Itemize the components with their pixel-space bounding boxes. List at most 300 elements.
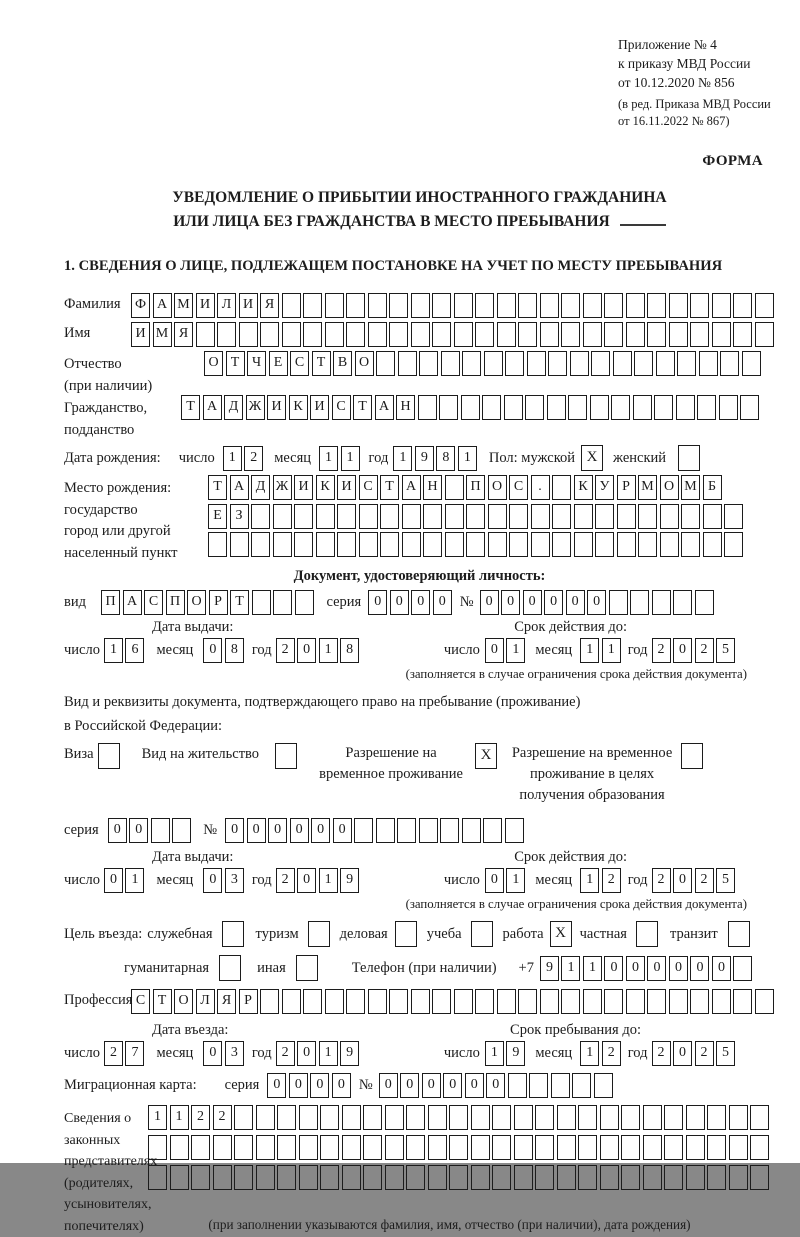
char-box[interactable] bbox=[454, 322, 473, 347]
char-box[interactable] bbox=[638, 504, 657, 529]
char-box[interactable] bbox=[621, 1165, 640, 1190]
char-box[interactable] bbox=[320, 1135, 339, 1160]
char-box[interactable] bbox=[316, 504, 335, 529]
checkbox-purpose-tourism[interactable] bbox=[308, 921, 330, 947]
birth-month-input[interactable] bbox=[319, 446, 360, 471]
char-box[interactable] bbox=[724, 532, 743, 557]
char-box[interactable]: 5 bbox=[716, 1041, 735, 1066]
char-box[interactable] bbox=[643, 1105, 662, 1130]
char-box[interactable] bbox=[411, 989, 430, 1014]
char-box[interactable] bbox=[148, 1165, 167, 1190]
char-box[interactable]: Ж bbox=[273, 475, 292, 500]
res-valid-day-input[interactable] bbox=[485, 868, 526, 893]
char-box[interactable]: Т bbox=[208, 475, 227, 500]
char-box[interactable] bbox=[540, 322, 559, 347]
char-box[interactable] bbox=[561, 322, 580, 347]
char-box[interactable] bbox=[488, 504, 507, 529]
char-box[interactable]: 0 bbox=[290, 818, 309, 843]
char-box[interactable] bbox=[669, 989, 688, 1014]
entry-year-input[interactable] bbox=[276, 1041, 360, 1066]
char-box[interactable]: Р bbox=[209, 590, 228, 615]
checkbox-purpose-private[interactable] bbox=[636, 921, 658, 947]
char-box[interactable]: 0 bbox=[587, 590, 606, 615]
char-box[interactable]: 0 bbox=[390, 590, 409, 615]
char-box[interactable] bbox=[552, 504, 571, 529]
birth-place-input-row2[interactable] bbox=[208, 504, 743, 529]
char-box[interactable]: 0 bbox=[501, 590, 520, 615]
char-box[interactable]: 2 bbox=[695, 638, 714, 663]
char-box[interactable] bbox=[282, 322, 301, 347]
char-box[interactable]: 2 bbox=[602, 868, 621, 893]
char-box[interactable]: Н bbox=[396, 395, 415, 420]
char-box[interactable]: 1 bbox=[319, 868, 338, 893]
char-box[interactable] bbox=[234, 1135, 253, 1160]
char-box[interactable] bbox=[552, 475, 571, 500]
birth-place-input-row3[interactable] bbox=[208, 532, 743, 557]
char-box[interactable] bbox=[525, 395, 544, 420]
char-box[interactable] bbox=[647, 989, 666, 1014]
char-box[interactable] bbox=[600, 1165, 619, 1190]
char-box[interactable] bbox=[497, 293, 516, 318]
char-box[interactable] bbox=[712, 322, 731, 347]
char-box[interactable] bbox=[531, 504, 550, 529]
char-box[interactable]: И bbox=[267, 395, 286, 420]
char-box[interactable] bbox=[376, 351, 395, 376]
checkbox-temp-residence[interactable]: X bbox=[475, 743, 497, 769]
char-box[interactable] bbox=[664, 1165, 683, 1190]
char-box[interactable] bbox=[656, 351, 675, 376]
char-box[interactable] bbox=[445, 532, 464, 557]
char-box[interactable] bbox=[557, 1165, 576, 1190]
char-box[interactable] bbox=[346, 322, 365, 347]
char-box[interactable] bbox=[273, 504, 292, 529]
citizenship-input[interactable] bbox=[181, 395, 759, 420]
char-box[interactable]: 9 bbox=[340, 868, 359, 893]
char-box[interactable]: 0 bbox=[333, 818, 352, 843]
char-box[interactable] bbox=[535, 1165, 554, 1190]
char-box[interactable]: 0 bbox=[289, 1073, 308, 1098]
char-box[interactable] bbox=[492, 1165, 511, 1190]
char-box[interactable] bbox=[600, 1135, 619, 1160]
char-box[interactable] bbox=[454, 989, 473, 1014]
char-box[interactable] bbox=[609, 590, 628, 615]
char-box[interactable] bbox=[406, 1135, 425, 1160]
char-box[interactable] bbox=[466, 504, 485, 529]
char-box[interactable] bbox=[707, 1135, 726, 1160]
char-box[interactable] bbox=[239, 322, 258, 347]
char-box[interactable] bbox=[320, 1105, 339, 1130]
char-box[interactable] bbox=[273, 532, 292, 557]
char-box[interactable] bbox=[449, 1135, 468, 1160]
res-valid-month-input[interactable] bbox=[580, 868, 621, 893]
char-box[interactable] bbox=[277, 1165, 296, 1190]
char-box[interactable]: О bbox=[174, 989, 193, 1014]
checkbox-purpose-business[interactable] bbox=[395, 921, 417, 947]
char-box[interactable] bbox=[591, 351, 610, 376]
char-box[interactable]: 9 bbox=[340, 1041, 359, 1066]
char-box[interactable]: 2 bbox=[104, 1041, 123, 1066]
char-box[interactable]: М bbox=[681, 475, 700, 500]
char-box[interactable] bbox=[432, 989, 451, 1014]
char-box[interactable] bbox=[621, 1105, 640, 1130]
char-box[interactable]: З bbox=[230, 504, 249, 529]
id-issue-day-input[interactable] bbox=[104, 638, 145, 663]
char-box[interactable] bbox=[191, 1135, 210, 1160]
char-box[interactable] bbox=[633, 395, 652, 420]
char-box[interactable] bbox=[583, 293, 602, 318]
stay-month-input[interactable] bbox=[580, 1041, 621, 1066]
char-box[interactable]: 0 bbox=[203, 1041, 222, 1066]
char-box[interactable] bbox=[557, 1105, 576, 1130]
representatives-input-row3[interactable] bbox=[148, 1165, 769, 1190]
char-box[interactable] bbox=[325, 989, 344, 1014]
patronymic-input[interactable] bbox=[204, 351, 761, 376]
char-box[interactable]: 0 bbox=[297, 638, 316, 663]
char-box[interactable] bbox=[660, 532, 679, 557]
char-box[interactable] bbox=[595, 532, 614, 557]
char-box[interactable] bbox=[445, 475, 464, 500]
char-box[interactable] bbox=[320, 1165, 339, 1190]
char-box[interactable] bbox=[574, 532, 593, 557]
char-box[interactable] bbox=[604, 322, 623, 347]
char-box[interactable] bbox=[337, 504, 356, 529]
char-box[interactable]: Т bbox=[312, 351, 331, 376]
char-box[interactable] bbox=[423, 532, 442, 557]
char-box[interactable] bbox=[557, 1135, 576, 1160]
char-box[interactable]: 0 bbox=[268, 818, 287, 843]
char-box[interactable] bbox=[755, 989, 774, 1014]
char-box[interactable]: О bbox=[204, 351, 223, 376]
char-box[interactable]: Д bbox=[251, 475, 270, 500]
char-box[interactable] bbox=[406, 1165, 425, 1190]
char-box[interactable]: 2 bbox=[276, 638, 295, 663]
char-box[interactable] bbox=[729, 1135, 748, 1160]
char-box[interactable] bbox=[497, 989, 516, 1014]
char-box[interactable] bbox=[514, 1105, 533, 1130]
char-box[interactable] bbox=[518, 293, 537, 318]
char-box[interactable] bbox=[471, 1165, 490, 1190]
char-box[interactable]: 1 bbox=[319, 1041, 338, 1066]
phone-input[interactable] bbox=[540, 956, 753, 981]
char-box[interactable] bbox=[428, 1165, 447, 1190]
char-box[interactable]: 1 bbox=[580, 638, 599, 663]
char-box[interactable]: 0 bbox=[566, 590, 585, 615]
char-box[interactable]: А bbox=[153, 293, 172, 318]
char-box[interactable]: 0 bbox=[104, 868, 123, 893]
char-box[interactable]: 0 bbox=[379, 1073, 398, 1098]
char-box[interactable] bbox=[475, 989, 494, 1014]
char-box[interactable]: 0 bbox=[669, 956, 688, 981]
char-box[interactable]: К bbox=[316, 475, 335, 500]
char-box[interactable]: 0 bbox=[225, 818, 244, 843]
char-box[interactable] bbox=[368, 322, 387, 347]
char-box[interactable]: А bbox=[230, 475, 249, 500]
char-box[interactable] bbox=[419, 818, 438, 843]
char-box[interactable]: 2 bbox=[652, 638, 671, 663]
char-box[interactable] bbox=[568, 395, 587, 420]
birth-place-input-row1[interactable] bbox=[208, 475, 743, 500]
char-box[interactable]: 1 bbox=[223, 446, 242, 471]
char-box[interactable] bbox=[621, 1135, 640, 1160]
char-box[interactable] bbox=[252, 590, 271, 615]
char-box[interactable] bbox=[690, 989, 709, 1014]
char-box[interactable] bbox=[578, 1135, 597, 1160]
char-box[interactable]: 0 bbox=[297, 868, 316, 893]
char-box[interactable]: 1 bbox=[148, 1105, 167, 1130]
char-box[interactable] bbox=[389, 989, 408, 1014]
char-box[interactable]: 1 bbox=[506, 868, 525, 893]
char-box[interactable] bbox=[251, 504, 270, 529]
char-box[interactable] bbox=[647, 293, 666, 318]
char-box[interactable]: 1 bbox=[561, 956, 580, 981]
char-box[interactable]: М bbox=[174, 293, 193, 318]
char-box[interactable]: Т bbox=[380, 475, 399, 500]
profession-input[interactable] bbox=[131, 989, 774, 1014]
char-box[interactable]: Д bbox=[224, 395, 243, 420]
char-box[interactable]: М bbox=[153, 322, 172, 347]
char-box[interactable] bbox=[440, 818, 459, 843]
char-box[interactable] bbox=[148, 1135, 167, 1160]
birth-year-input[interactable] bbox=[393, 446, 477, 471]
char-box[interactable]: 2 bbox=[652, 868, 671, 893]
char-box[interactable]: Б bbox=[703, 475, 722, 500]
char-box[interactable]: 5 bbox=[716, 638, 735, 663]
char-box[interactable]: 0 bbox=[480, 590, 499, 615]
checkbox-purpose-study[interactable] bbox=[471, 921, 493, 947]
id-valid-year-input[interactable] bbox=[652, 638, 736, 663]
char-box[interactable] bbox=[531, 532, 550, 557]
char-box[interactable] bbox=[712, 989, 731, 1014]
char-box[interactable] bbox=[634, 351, 653, 376]
char-box[interactable] bbox=[363, 1105, 382, 1130]
char-box[interactable] bbox=[626, 322, 645, 347]
checkbox-residence-permit[interactable] bbox=[275, 743, 297, 769]
char-box[interactable] bbox=[260, 989, 279, 1014]
surname-input[interactable] bbox=[131, 293, 774, 318]
char-box[interactable] bbox=[552, 532, 571, 557]
char-box[interactable] bbox=[172, 818, 191, 843]
char-box[interactable]: Е bbox=[208, 504, 227, 529]
char-box[interactable] bbox=[256, 1135, 275, 1160]
char-box[interactable]: О bbox=[488, 475, 507, 500]
char-box[interactable] bbox=[626, 989, 645, 1014]
char-box[interactable]: 0 bbox=[400, 1073, 419, 1098]
res-issue-year-input[interactable] bbox=[276, 868, 360, 893]
char-box[interactable] bbox=[488, 532, 507, 557]
char-box[interactable] bbox=[540, 989, 559, 1014]
char-box[interactable]: С bbox=[144, 590, 163, 615]
res-issue-day-input[interactable] bbox=[104, 868, 145, 893]
char-box[interactable]: 0 bbox=[443, 1073, 462, 1098]
char-box[interactable] bbox=[681, 532, 700, 557]
char-box[interactable] bbox=[604, 989, 623, 1014]
char-box[interactable] bbox=[368, 989, 387, 1014]
char-box[interactable] bbox=[376, 818, 395, 843]
char-box[interactable] bbox=[669, 322, 688, 347]
char-box[interactable]: 1 bbox=[104, 638, 123, 663]
char-box[interactable]: 0 bbox=[523, 590, 542, 615]
char-box[interactable] bbox=[697, 395, 716, 420]
char-box[interactable]: 0 bbox=[690, 956, 709, 981]
char-box[interactable]: 2 bbox=[276, 1041, 295, 1066]
checkbox-purpose-transit[interactable] bbox=[728, 921, 750, 947]
char-box[interactable] bbox=[428, 1135, 447, 1160]
char-box[interactable]: А bbox=[402, 475, 421, 500]
char-box[interactable] bbox=[406, 1105, 425, 1130]
char-box[interactable] bbox=[750, 1135, 769, 1160]
char-box[interactable] bbox=[294, 504, 313, 529]
char-box[interactable]: О bbox=[660, 475, 679, 500]
mig-number-input[interactable] bbox=[379, 1073, 613, 1098]
char-box[interactable] bbox=[664, 1135, 683, 1160]
char-box[interactable] bbox=[669, 293, 688, 318]
char-box[interactable]: 0 bbox=[673, 868, 692, 893]
char-box[interactable]: 0 bbox=[203, 868, 222, 893]
char-box[interactable]: А bbox=[203, 395, 222, 420]
char-box[interactable]: 0 bbox=[673, 1041, 692, 1066]
char-box[interactable]: С bbox=[290, 351, 309, 376]
char-box[interactable] bbox=[213, 1135, 232, 1160]
char-box[interactable] bbox=[505, 351, 524, 376]
char-box[interactable]: 0 bbox=[267, 1073, 286, 1098]
char-box[interactable] bbox=[482, 395, 501, 420]
char-box[interactable]: 0 bbox=[247, 818, 266, 843]
char-box[interactable]: 8 bbox=[340, 638, 359, 663]
checkbox-female[interactable] bbox=[678, 445, 700, 471]
char-box[interactable] bbox=[647, 322, 666, 347]
char-box[interactable]: 0 bbox=[485, 638, 504, 663]
char-box[interactable]: О bbox=[355, 351, 374, 376]
char-box[interactable] bbox=[389, 293, 408, 318]
char-box[interactable]: 7 bbox=[125, 1041, 144, 1066]
char-box[interactable] bbox=[681, 504, 700, 529]
char-box[interactable]: 0 bbox=[368, 590, 387, 615]
char-box[interactable]: 2 bbox=[695, 1041, 714, 1066]
name-input[interactable] bbox=[131, 322, 774, 347]
char-box[interactable] bbox=[294, 532, 313, 557]
char-box[interactable]: 2 bbox=[191, 1105, 210, 1130]
char-box[interactable] bbox=[402, 532, 421, 557]
char-box[interactable]: 2 bbox=[244, 446, 263, 471]
char-box[interactable]: 9 bbox=[540, 956, 559, 981]
checkbox-purpose-other[interactable] bbox=[296, 955, 318, 981]
char-box[interactable]: 2 bbox=[276, 868, 295, 893]
char-box[interactable] bbox=[484, 351, 503, 376]
doc-type-input[interactable] bbox=[101, 590, 314, 615]
char-box[interactable] bbox=[686, 1135, 705, 1160]
char-box[interactable]: 1 bbox=[319, 446, 338, 471]
char-box[interactable] bbox=[514, 1165, 533, 1190]
char-box[interactable] bbox=[475, 322, 494, 347]
char-box[interactable]: Ж bbox=[246, 395, 265, 420]
char-box[interactable]: О bbox=[187, 590, 206, 615]
char-box[interactable] bbox=[638, 532, 657, 557]
char-box[interactable]: 0 bbox=[422, 1073, 441, 1098]
char-box[interactable] bbox=[170, 1135, 189, 1160]
char-box[interactable]: П bbox=[101, 590, 120, 615]
stay-year-input[interactable] bbox=[652, 1041, 736, 1066]
char-box[interactable] bbox=[664, 1105, 683, 1130]
char-box[interactable]: Ф bbox=[131, 293, 150, 318]
char-box[interactable] bbox=[583, 322, 602, 347]
birth-day-input[interactable] bbox=[223, 446, 264, 471]
char-box[interactable]: 2 bbox=[695, 868, 714, 893]
char-box[interactable] bbox=[652, 590, 671, 615]
char-box[interactable] bbox=[750, 1165, 769, 1190]
char-box[interactable]: 1 bbox=[170, 1105, 189, 1130]
char-box[interactable]: 0 bbox=[311, 818, 330, 843]
char-box[interactable]: 0 bbox=[433, 590, 452, 615]
char-box[interactable]: Е bbox=[269, 351, 288, 376]
char-box[interactable]: Я bbox=[260, 293, 279, 318]
char-box[interactable]: И bbox=[196, 293, 215, 318]
char-box[interactable] bbox=[590, 395, 609, 420]
char-box[interactable] bbox=[686, 1105, 705, 1130]
char-box[interactable] bbox=[191, 1165, 210, 1190]
char-box[interactable] bbox=[703, 504, 722, 529]
char-box[interactable] bbox=[509, 504, 528, 529]
char-box[interactable] bbox=[402, 504, 421, 529]
char-box[interactable] bbox=[385, 1135, 404, 1160]
char-box[interactable]: Л bbox=[196, 989, 215, 1014]
char-box[interactable] bbox=[346, 293, 365, 318]
char-box[interactable]: 1 bbox=[602, 638, 621, 663]
char-box[interactable] bbox=[368, 293, 387, 318]
char-box[interactable] bbox=[733, 956, 752, 981]
char-box[interactable]: 1 bbox=[580, 1041, 599, 1066]
char-box[interactable] bbox=[303, 293, 322, 318]
representatives-input-row1[interactable] bbox=[148, 1105, 769, 1130]
char-box[interactable] bbox=[475, 293, 494, 318]
char-box[interactable]: К bbox=[289, 395, 308, 420]
char-box[interactable] bbox=[508, 1073, 527, 1098]
char-box[interactable]: 3 bbox=[225, 868, 244, 893]
char-box[interactable] bbox=[196, 322, 215, 347]
char-box[interactable] bbox=[466, 532, 485, 557]
char-box[interactable]: 1 bbox=[319, 638, 338, 663]
char-box[interactable]: 0 bbox=[486, 1073, 505, 1098]
char-box[interactable]: И bbox=[131, 322, 150, 347]
char-box[interactable] bbox=[630, 590, 649, 615]
char-box[interactable] bbox=[720, 351, 739, 376]
char-box[interactable] bbox=[561, 989, 580, 1014]
char-box[interactable]: 8 bbox=[436, 446, 455, 471]
mig-series-input[interactable] bbox=[267, 1073, 351, 1098]
char-box[interactable] bbox=[578, 1105, 597, 1130]
char-box[interactable] bbox=[509, 532, 528, 557]
char-box[interactable] bbox=[733, 322, 752, 347]
char-box[interactable] bbox=[518, 322, 537, 347]
char-box[interactable] bbox=[492, 1105, 511, 1130]
char-box[interactable]: 3 bbox=[225, 1041, 244, 1066]
char-box[interactable] bbox=[299, 1135, 318, 1160]
char-box[interactable] bbox=[686, 1165, 705, 1190]
char-box[interactable] bbox=[397, 818, 416, 843]
char-box[interactable] bbox=[208, 532, 227, 557]
char-box[interactable] bbox=[325, 293, 344, 318]
char-box[interactable]: 5 bbox=[716, 868, 735, 893]
char-box[interactable]: И bbox=[310, 395, 329, 420]
res-valid-year-input[interactable] bbox=[652, 868, 736, 893]
char-box[interactable] bbox=[690, 322, 709, 347]
char-box[interactable] bbox=[600, 1105, 619, 1130]
char-box[interactable] bbox=[572, 1073, 591, 1098]
char-box[interactable] bbox=[325, 322, 344, 347]
char-box[interactable]: А bbox=[123, 590, 142, 615]
char-box[interactable]: 9 bbox=[415, 446, 434, 471]
char-box[interactable] bbox=[251, 532, 270, 557]
char-box[interactable] bbox=[529, 1073, 548, 1098]
